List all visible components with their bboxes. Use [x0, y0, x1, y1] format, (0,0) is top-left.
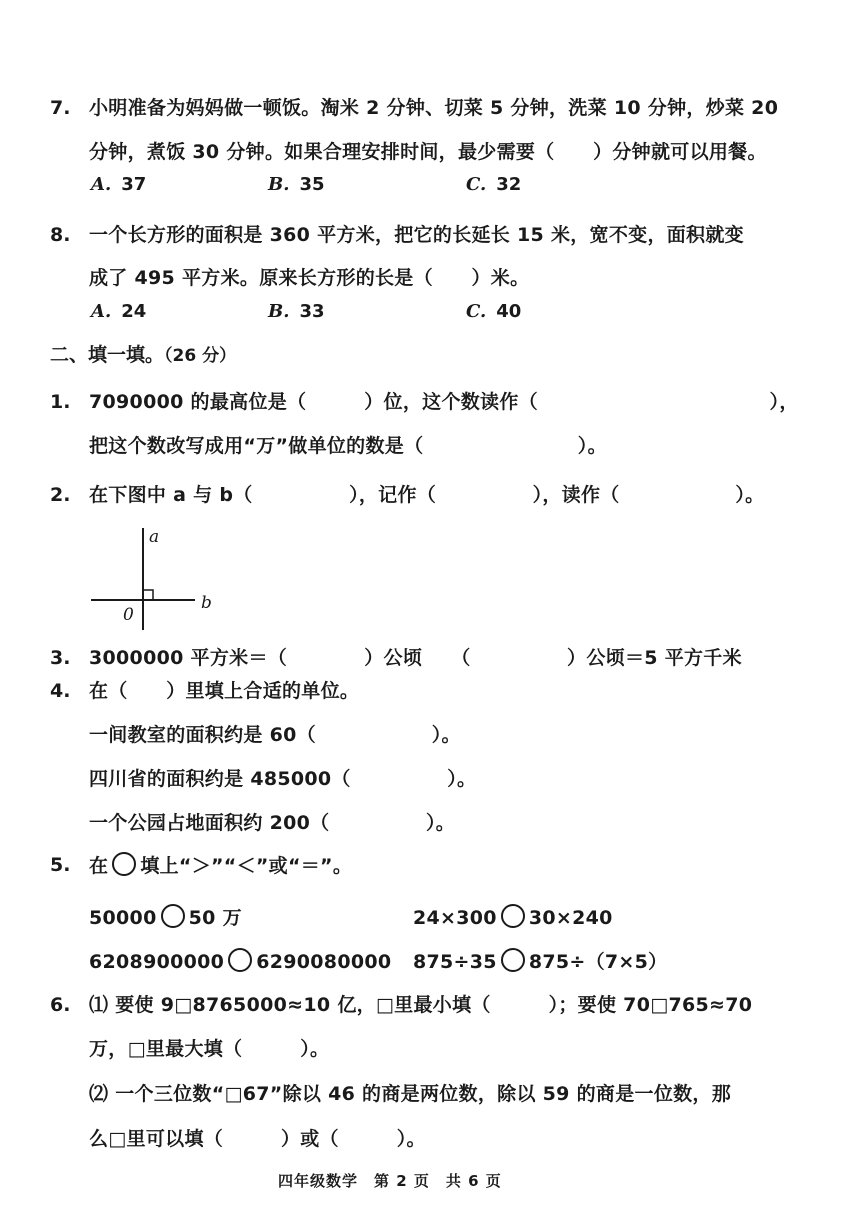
q8-option-a: A. 24: [91, 301, 147, 322]
right-angle-mark: [143, 590, 153, 600]
f6-text-line3: ⑵ 一个三位数“□67”除以 46 的商是两位数，除以 59 的商是一位数，那: [89, 1083, 732, 1105]
f5-row1-left: 50000 50 万: [89, 904, 242, 931]
perpendicular-lines-figure: [85, 522, 225, 634]
answer-circle[interactable]: [501, 948, 525, 972]
f5-row1-right: 24×300 30×240: [413, 904, 613, 931]
f1-text-line1: 7090000 的最高位是（ ）位，这个数读作（ ），: [89, 391, 799, 413]
f2-number: 2.: [50, 484, 71, 506]
q7-text-line2: 分钟，煮饭 30 分钟。如果合理安排时间，最少需要（ ）分钟就可以用餐。: [89, 141, 767, 163]
q8-number: 8.: [50, 224, 71, 246]
answer-circle[interactable]: [501, 904, 525, 928]
f2-text-line1: 在下图中 a 与 b（ ），记作（ ），读作（ ）。: [89, 484, 765, 506]
compare-circle-icon: [112, 852, 136, 876]
q8-text-line2: 成了 495 平方米。原来长方形的长是（ ）米。: [89, 267, 530, 289]
q7-option-a: A. 37: [91, 174, 147, 195]
f3-number: 3.: [50, 647, 71, 669]
section2-header: 二、填一填。（26 分）: [50, 344, 237, 366]
f4-item-3: 一个公园占地面积约 200（ ）。: [89, 812, 456, 834]
f5-number: 5.: [50, 854, 71, 876]
page-footer: 四年级数学 第 2 页 共 6 页: [278, 1172, 502, 1190]
f4-text-line1: 在（ ）里填上合适的单位。: [89, 680, 360, 702]
f6-number: 6.: [50, 994, 71, 1016]
q8-option-b: B. 33: [268, 301, 325, 322]
q8-option-c: C. 40: [466, 301, 522, 322]
q8-text-line1: 一个长方形的面积是 360 平方米，把它的长延长 15 米，宽不变，面积就变: [89, 224, 744, 246]
f5-row2-left: 6208900000 6290080000: [89, 948, 391, 975]
f1-number: 1.: [50, 391, 71, 413]
f4-item-2: 四川省的面积约是 485000（ ）。: [89, 768, 477, 790]
answer-circle[interactable]: [161, 904, 185, 928]
label-b: b: [201, 593, 212, 613]
f3-text-line1: 3000000 平方米＝（ ）公顷 （ ）公顷＝5 平方千米: [89, 647, 742, 669]
label-origin: 0: [123, 605, 134, 625]
q7-text-line1: 小明准备为妈妈做一顿饭。淘米 2 分钟、切菜 5 分钟，洗菜 10 分钟，炒菜 20: [89, 97, 779, 119]
f4-item-1: 一间教室的面积约是 60（ ）。: [89, 724, 461, 746]
f1-text-line2: 把这个数改写成用“万”做单位的数是（ ）。: [89, 435, 607, 457]
f4-number: 4.: [50, 680, 71, 702]
f6-text-line1: ⑴ 要使 9□8765000≈10 亿，□里最小填（ ）；要使 70□765≈70: [89, 994, 753, 1016]
f6-text-line2: 万，□里最大填（ ）。: [89, 1038, 330, 1060]
q7-option-c: C. 32: [466, 174, 522, 195]
f5-row2-right: 875÷35 875÷（7×5）: [413, 948, 667, 975]
label-a: a: [149, 527, 160, 547]
q7-number: 7.: [50, 97, 71, 119]
f6-text-line4: 么□里可以填（ ）或（ ）。: [89, 1128, 426, 1150]
f5-text-line1: 在 填上“＞”“＜”或“＝”。: [89, 852, 352, 879]
answer-circle[interactable]: [228, 948, 252, 972]
q7-option-b: B. 35: [268, 174, 325, 195]
